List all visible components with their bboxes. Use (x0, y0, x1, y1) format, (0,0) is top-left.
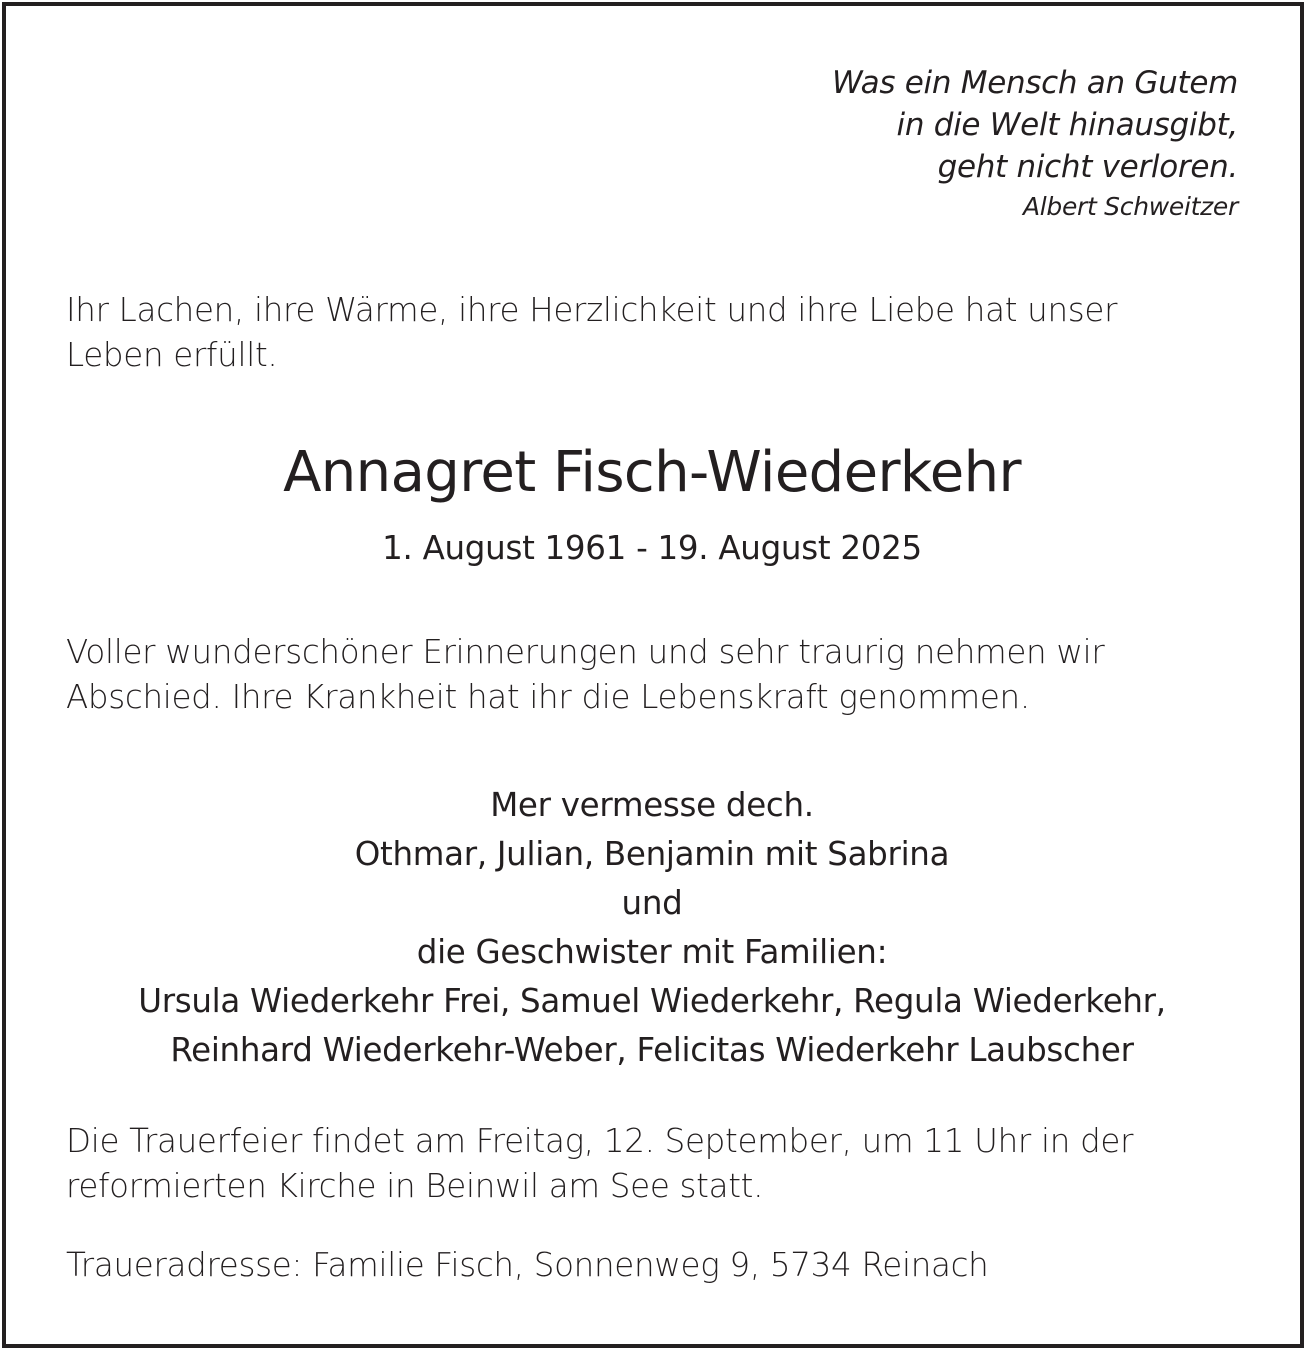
mourners-line: Ursula Wiederkehr Frei, Samuel Wiederkehr, Regula Wiederkehr, (138, 982, 1166, 1020)
mourners-line: Othmar, Julian, Benjamin mit Sabrina (354, 835, 950, 873)
mourners-line: und (621, 884, 683, 922)
quote-line: in die Welt hinausgibt, (896, 107, 1238, 143)
quote-line: geht nicht verloren. (937, 149, 1238, 185)
mourners-line: Mer vermesse dech. (490, 786, 814, 824)
deceased-name: Annagret Fisch-Wiederkehr (283, 440, 1021, 505)
farewell-line: Voller wunderschöner Erinnerungen und sehr traurig nehmen wir (66, 633, 1105, 671)
mourning-address: Traueradresse: Familie Fisch, Sonnenweg 9, 5734 Reinach (66, 1246, 989, 1284)
life-dates: 1. August 1961 - 19. August 2025 (382, 529, 922, 567)
ceremony-line: reformierten Kirche in Beinwil am See statt. (66, 1167, 764, 1205)
farewell-text (66, 630, 1236, 720)
quote (832, 62, 1238, 228)
intro-line: Ihr Lachen, ihre Wärme, ihre Herzlichkeit und ihre Liebe hat unser (66, 291, 1118, 329)
quote-author: Albert Schweitzer (1022, 192, 1238, 221)
intro-text (66, 288, 1236, 378)
mourners (0, 781, 1304, 1075)
quote-line: Was ein Mensch an Gutem (832, 65, 1238, 101)
mourners-line: die Geschwister mit Familien: (416, 933, 888, 971)
mourners-line: Reinhard Wiederkehr-Weber, Felicitas Wiederkehr Laubscher (170, 1031, 1134, 1069)
farewell-line: Abschied. Ihre Krankheit hat ihr die Lebenskraft genommen. (66, 678, 1030, 716)
intro-line: Leben erfüllt. (66, 336, 278, 374)
ceremony-line: Die Trauerfeier findet am Freitag, 12. September, um 11 Uhr in der (66, 1122, 1134, 1160)
ceremony-info (66, 1119, 1236, 1209)
